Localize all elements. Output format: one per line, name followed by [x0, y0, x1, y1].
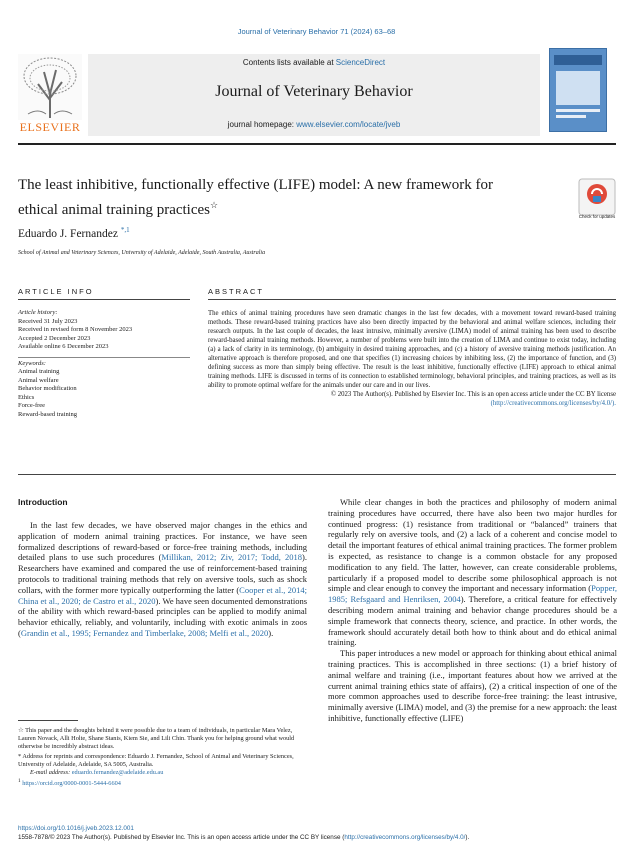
footnote-orcid: [18, 777, 307, 788]
contents-line: [88, 58, 540, 67]
footnote-rule: [18, 720, 78, 721]
keyword: Behavior modification: [18, 385, 77, 392]
article-info-heading: ARTICLE INFO: [18, 287, 94, 296]
text-run: While clear changes in both the practices and philosophy of modern animal training procedures have occurred, there have also been two major hurdles for continued progress: (1) resistance from traditional or “balanced” trainers that regularly rely on aversive tools, and (2) a lack of a coherent and concise model to detail the important features of ethical animal training practices. The former problem is expected, as resistance to change is a common obstacle for any proposed modification to any field. The latter, however, can create considerable problems, particularly if a proposed model to describe some philosophical approach is not simple and clear enough to convey the important and necessary information (: [328, 497, 617, 594]
homepage-line: [88, 120, 540, 129]
citation-link[interactable]: Popper, 1985; Refsgaard and Henriksen, 2004: [328, 583, 617, 605]
footnote-correspondence: * Address for reprints and correspondence: Eduardo J. Fernandez, School of Animal and Veterinary Sciences, University of Adelaide, Adelaide, SA 5005, Australia.: [18, 753, 294, 768]
article-title: [18, 175, 518, 220]
title-footnote-mark[interactable]: ☆: [210, 200, 219, 210]
issn-line: [18, 833, 618, 842]
elsevier-logo: [18, 54, 82, 134]
keywords-rule: [18, 357, 190, 358]
intro-paragraph-1: [18, 520, 307, 639]
text-run: ).: [268, 627, 274, 638]
check-for-updates-icon[interactable]: [578, 178, 616, 216]
author-name: Eduardo J. Fernandez: [18, 227, 118, 240]
email-link[interactable]: eduardo.fernandez@adelaide.edu.au: [71, 769, 164, 776]
orcid-mark: 1: [18, 778, 21, 784]
author-marks[interactable]: *,1: [120, 226, 130, 234]
abstract-rule: [208, 299, 616, 300]
homepage-link[interactable]: www.elsevier.com/locate/jveb: [296, 120, 401, 129]
citation-link[interactable]: Millikan, 2012; Ziv, 2017; Todd, 2018: [161, 552, 303, 563]
intro-paragraph-2: [328, 497, 617, 648]
body-column-left: [18, 520, 307, 639]
copyright-line: [208, 390, 616, 408]
introduction-heading: Introduction: [18, 497, 68, 507]
journal-banner: [88, 54, 540, 136]
article-info-rule: [18, 299, 190, 300]
keyword: Ethics: [18, 393, 35, 401]
body-column-right: [328, 497, 617, 724]
history-item: Accepted 2 December 2023: [18, 334, 91, 342]
copyright-text: © 2023 The Author(s). Published by Elsevier Inc. This is an open access article under the CC BY license: [330, 391, 616, 398]
doi-link[interactable]: https://doi.org/10.1016/j.jveb.2023.12.001: [18, 825, 134, 832]
abstract-heading: ABSTRACT: [208, 287, 265, 296]
footer-license-link[interactable]: http://creativecommons.org/licenses/by/4.0/: [344, 834, 466, 841]
contents-prefix: Contents lists available at: [242, 58, 336, 67]
keyword: Reward-based training: [18, 410, 78, 418]
issn-text: 1558-7878/© 2023 The Author(s). Published by Elsevier Inc. This is an open access article under the CC BY license (: [18, 834, 345, 841]
sciencedirect-link[interactable]: ScienceDirect: [335, 58, 386, 67]
abstract-block: [208, 309, 616, 408]
affiliation: School of Animal and Veterinary Sciences, University of Adelaide, Adelaide, South Australia, Australia: [18, 250, 266, 256]
text-run: In the last few decades, we have observed major changes in the ethics and application of modern animal training practices. For instance, we have seen formalized descriptions of reward-based or force-free training methods, including detailed plans to use such procedures (: [18, 520, 307, 563]
text-run: ). Therefore, a critical feature for effectively describing modern animal training and behavior change procedures should be a simple framework that connects theory, science, and practice. In other words, the framework should accurately detail both how to think about and do ethical animal training.: [328, 594, 618, 648]
history-item: Received 31 July 2023: [18, 317, 78, 325]
page-footer: [18, 824, 618, 842]
article-title-text: The least inhibitive, functionally effective (LIFE) model: A new framework for ethical animal training practices: [18, 177, 493, 218]
footnotes-block: [18, 727, 307, 788]
citation-link[interactable]: Grandin et al., 1995; Fernandez and Timberlake, 2008; Melfi et al., 2020: [20, 627, 269, 638]
license-link[interactable]: (http://creativecommons.org/licenses/by/4.0/).: [490, 400, 616, 407]
keyword: Force-free: [18, 402, 46, 409]
journal-cover-thumbnail: [549, 48, 607, 132]
text-run: ). We have seen documented demonstrations of the ability with which reward-based principles can be applied to modify animal behavior ethically, reliably, and voluntarily, including with exotic animals in zoos (: [18, 595, 308, 638]
email-label: E-mail address:: [30, 769, 72, 776]
homepage-prefix: journal homepage:: [227, 120, 297, 129]
text-run: ). Researchers have examined and compared the use of reinforcement-based training protocols to traditional training methods that rely on aversive tools, such as shock collars, with the former more typically outperforming the latter (: [18, 552, 307, 595]
elsevier-wordmark: ELSEVIER: [19, 120, 81, 134]
author-line: [18, 226, 130, 240]
check-for-updates-label[interactable]: Check for updates: [578, 214, 616, 219]
header-rule: [18, 143, 616, 145]
keyword: Animal training: [18, 368, 60, 375]
issn-end: ).: [465, 834, 470, 841]
article-info-block: [18, 309, 190, 419]
keyword: Animal welfare: [18, 376, 59, 384]
journal-title: Journal of Veterinary Behavior: [215, 83, 413, 100]
keywords-label: Keywords:: [18, 359, 46, 367]
footnote-acknowledgement: ☆ This paper and the thoughts behind it were possible due to a team of individuals, in particular Mara Velez, Lauren Novack, Alli Holte, Shane Stanis, Kiem Sie, and Lili Chin. Thank you for helping ground what would otherwise be incredibly abstract ideas.: [18, 727, 295, 750]
journal-reference[interactable]: Journal of Veterinary Behavior 71 (2024) 63–68: [237, 27, 396, 36]
history-item: Available online 6 December 2023: [18, 343, 109, 350]
abstract-bottom-rule: [18, 474, 616, 475]
orcid-link[interactable]: https://orcid.org/0000-0001-5444-6604: [22, 780, 121, 788]
intro-paragraph-3: This paper introduces a new model or approach for thinking about ethical animal training practices. This is accomplished in three sections: (1) a brief history of animal welfare and training (i.e., important features about how we arrived at the current animal training ethics state of affairs), (2) a critical inspection of one of the more common approaches used to describe force-free training: the least intrusive, minimally aversive (LIMA) model, and (3) the premise for a new approach: the least inhibitive, functionally effective (LIFE): [328, 648, 617, 723]
history-item: Received in revised form 8 November 2023: [18, 326, 133, 333]
abstract-text: The ethics of animal training procedures have seen dramatic changes in the last few decades, with a movement toward reward-based training methods. These reward-based training practices have also been directly impacted by the behavioral and animal welfare sciences, including their research outputs. In the last couple of decades, the least intrusive, minimally aversive (LIMA) model of animal training has been used to describe reward-based animal training methods. However, a number of problems were built into the creation of LIMA and continue to exist today, including (a) a lack of clarity in its terminology, (b) ambiguity in desired training approaches, and (c) a history of aversive training methods justification. An alternative approach is therefore proposed, and one that specifies (1) increasing choices by inhibiting less, (2) the importance of function, and (3) defining success as more than simply being effective. The result is the least inhibitive, functionally effective (LIFE) approach to ethical animal training methods. LIFE is discussed in terms of its connection to established terminology, behavioral principles, and training practices, as well as its ability to promote optimal welfare for the animals under our care and in our lives.: [208, 310, 616, 389]
footnote-email: [18, 769, 307, 777]
citation-link[interactable]: Cooper et al., 2014; China et al., 2020; de Castro et al., 2020: [18, 584, 308, 606]
history-label: Article history:: [18, 309, 58, 316]
